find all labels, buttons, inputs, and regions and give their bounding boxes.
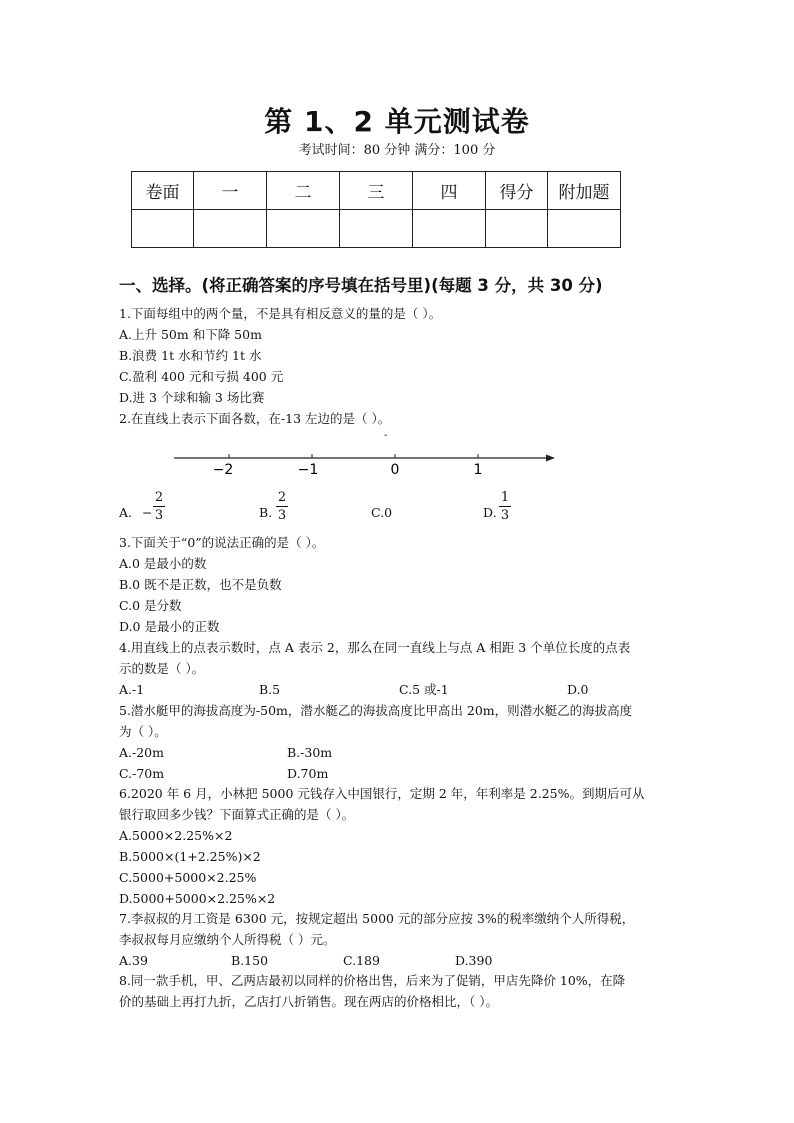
score-header-cell: 四	[413, 172, 486, 210]
option-a-label: A.	[119, 505, 133, 520]
option-c: C.-70m	[119, 766, 165, 781]
exam-info: 考试时间：80 分钟 满分：100 分	[298, 143, 496, 158]
option-c: C.189	[343, 953, 380, 968]
denominator: 3	[154, 508, 164, 523]
option-d: D.5000+5000×2.25%×2	[119, 891, 276, 906]
question-stem: 3.下面关于“0”的说法正确的是（ ）。	[119, 535, 325, 550]
score-blank-cell[interactable]	[340, 210, 413, 248]
numerator: 2	[154, 490, 164, 505]
option-d: D.390	[455, 953, 493, 968]
tick-label: 0	[390, 462, 400, 478]
question-stem: 4.用直线上的点表示数时，点 A 表示 2，那么在同一直线上与点 A 相距 3 个单位长度的点表	[119, 640, 631, 655]
option-b: B.0 既不是正数，也不是负数	[119, 577, 282, 592]
option-a: A.39	[119, 953, 148, 968]
score-blank-cell[interactable]	[194, 210, 267, 248]
fraction-bar	[499, 506, 511, 507]
denominator: 3	[500, 508, 510, 523]
fraction-d	[499, 490, 511, 523]
option-d-label: D.	[483, 505, 497, 520]
section-heading: 一、选择。(将正确答案的序号填在括号里)(每题 3 分，共 30 分)	[119, 276, 603, 295]
question-stem: 6.2020 年 6 月，小林把 5000 元钱存入中国银行，定期 2 年，年利率是 2.25%。到期后可从	[119, 786, 645, 801]
question-stem: 8.同一款手机，甲、乙两店最初以同样的价格出售，后来为了促销，甲店先降价 10%，在降	[119, 973, 626, 988]
score-table-header-row	[132, 172, 621, 210]
question-stem: 5.潜水艇甲的海拔高度为-50m，潜水艇乙的海拔高度比甲高出 20m，则潜水艇乙的海拔高度	[119, 703, 633, 718]
question-stem-cont: 价的基础上再打九折，乙店打八折销售。现在两店的价格相比，（ ）。	[119, 994, 498, 1009]
score-blank-cell[interactable]	[486, 210, 548, 248]
numerator: 2	[277, 490, 287, 505]
score-header-cell: 三	[340, 172, 413, 210]
question-stem-cont: 示的数是（ ）。	[119, 661, 205, 676]
option-a: A.-1	[119, 682, 145, 697]
option-a: A.5000×2.25%×2	[119, 828, 233, 843]
option-d: D.0 是最小的正数	[119, 619, 220, 634]
option-b: B.浪费 1t 水和节约 1t 水	[119, 348, 262, 363]
option-d: D.0	[567, 682, 589, 697]
score-header-cell: 卷面	[132, 172, 194, 210]
question-stem-cont: 为（ ）。	[119, 724, 167, 739]
fraction-bar	[153, 506, 165, 507]
tick-label: −2	[212, 462, 234, 478]
number-line	[170, 430, 560, 480]
option-a: A.0 是最小的数	[119, 556, 207, 571]
score-blank-cell[interactable]	[548, 210, 621, 248]
score-header-cell: 附加题	[548, 172, 621, 210]
option-a: A.上升 50m 和下降 50m	[119, 327, 262, 342]
score-table-blank-row	[132, 210, 621, 248]
option-c: C.0 是分数	[119, 598, 182, 613]
option-b: B.5000×(1+2.25%)×2	[119, 849, 261, 864]
question-stem: 7.李叔叔的月工资是 6300 元，按规定超出 5000 元的部分应按 3%的税率缴纳个人所得税，	[119, 911, 635, 926]
score-header-cell: 二	[267, 172, 340, 210]
score-table	[131, 171, 621, 248]
option-b: B.150	[231, 953, 269, 968]
tick-label: 1	[473, 462, 483, 478]
page-title: 第 1、2 单元测试卷	[264, 105, 530, 138]
fraction-a	[153, 490, 165, 523]
option-c: C.0	[371, 505, 393, 520]
arrow-icon	[546, 455, 555, 462]
option-b-label: B.	[259, 505, 273, 520]
question-stem: 1.下面每组中的两个量，不是具有相反意义的量的是（ ）。	[119, 306, 442, 321]
numerator: 1	[500, 490, 510, 505]
option-c: C.5000+5000×2.25%	[119, 870, 257, 885]
option-a-sign: −	[142, 505, 153, 520]
option-c: C.5 或-1	[399, 682, 449, 697]
fraction-bar	[276, 506, 288, 507]
question-stem-cont: 李叔叔每月应缴纳个人所得税（ ）元。	[119, 932, 336, 947]
number-line-mark: -	[384, 430, 388, 441]
fraction-b	[276, 490, 288, 523]
question-stem: 2.在直线上表示下面各数，在-13 左边的是（ ）。	[119, 411, 391, 426]
score-header-cell: 一	[194, 172, 267, 210]
score-header-cell: 得分	[486, 172, 548, 210]
option-b: B.-30m	[287, 745, 333, 760]
option-a: A.-20m	[119, 745, 164, 760]
score-blank-cell[interactable]	[132, 210, 194, 248]
option-c: C.盈利 400 元和亏损 400 元	[119, 369, 284, 384]
score-blank-cell[interactable]	[267, 210, 340, 248]
tick-label: −1	[297, 462, 319, 478]
score-blank-cell[interactable]	[413, 210, 486, 248]
option-b: B.5	[259, 682, 281, 697]
question-stem-cont: 银行取回多少钱？下面算式正确的是（ ）。	[119, 807, 355, 822]
option-d: D.进 3 个球和输 3 场比赛	[119, 390, 265, 405]
denominator: 3	[277, 508, 287, 523]
option-d: D.70m	[287, 766, 329, 781]
